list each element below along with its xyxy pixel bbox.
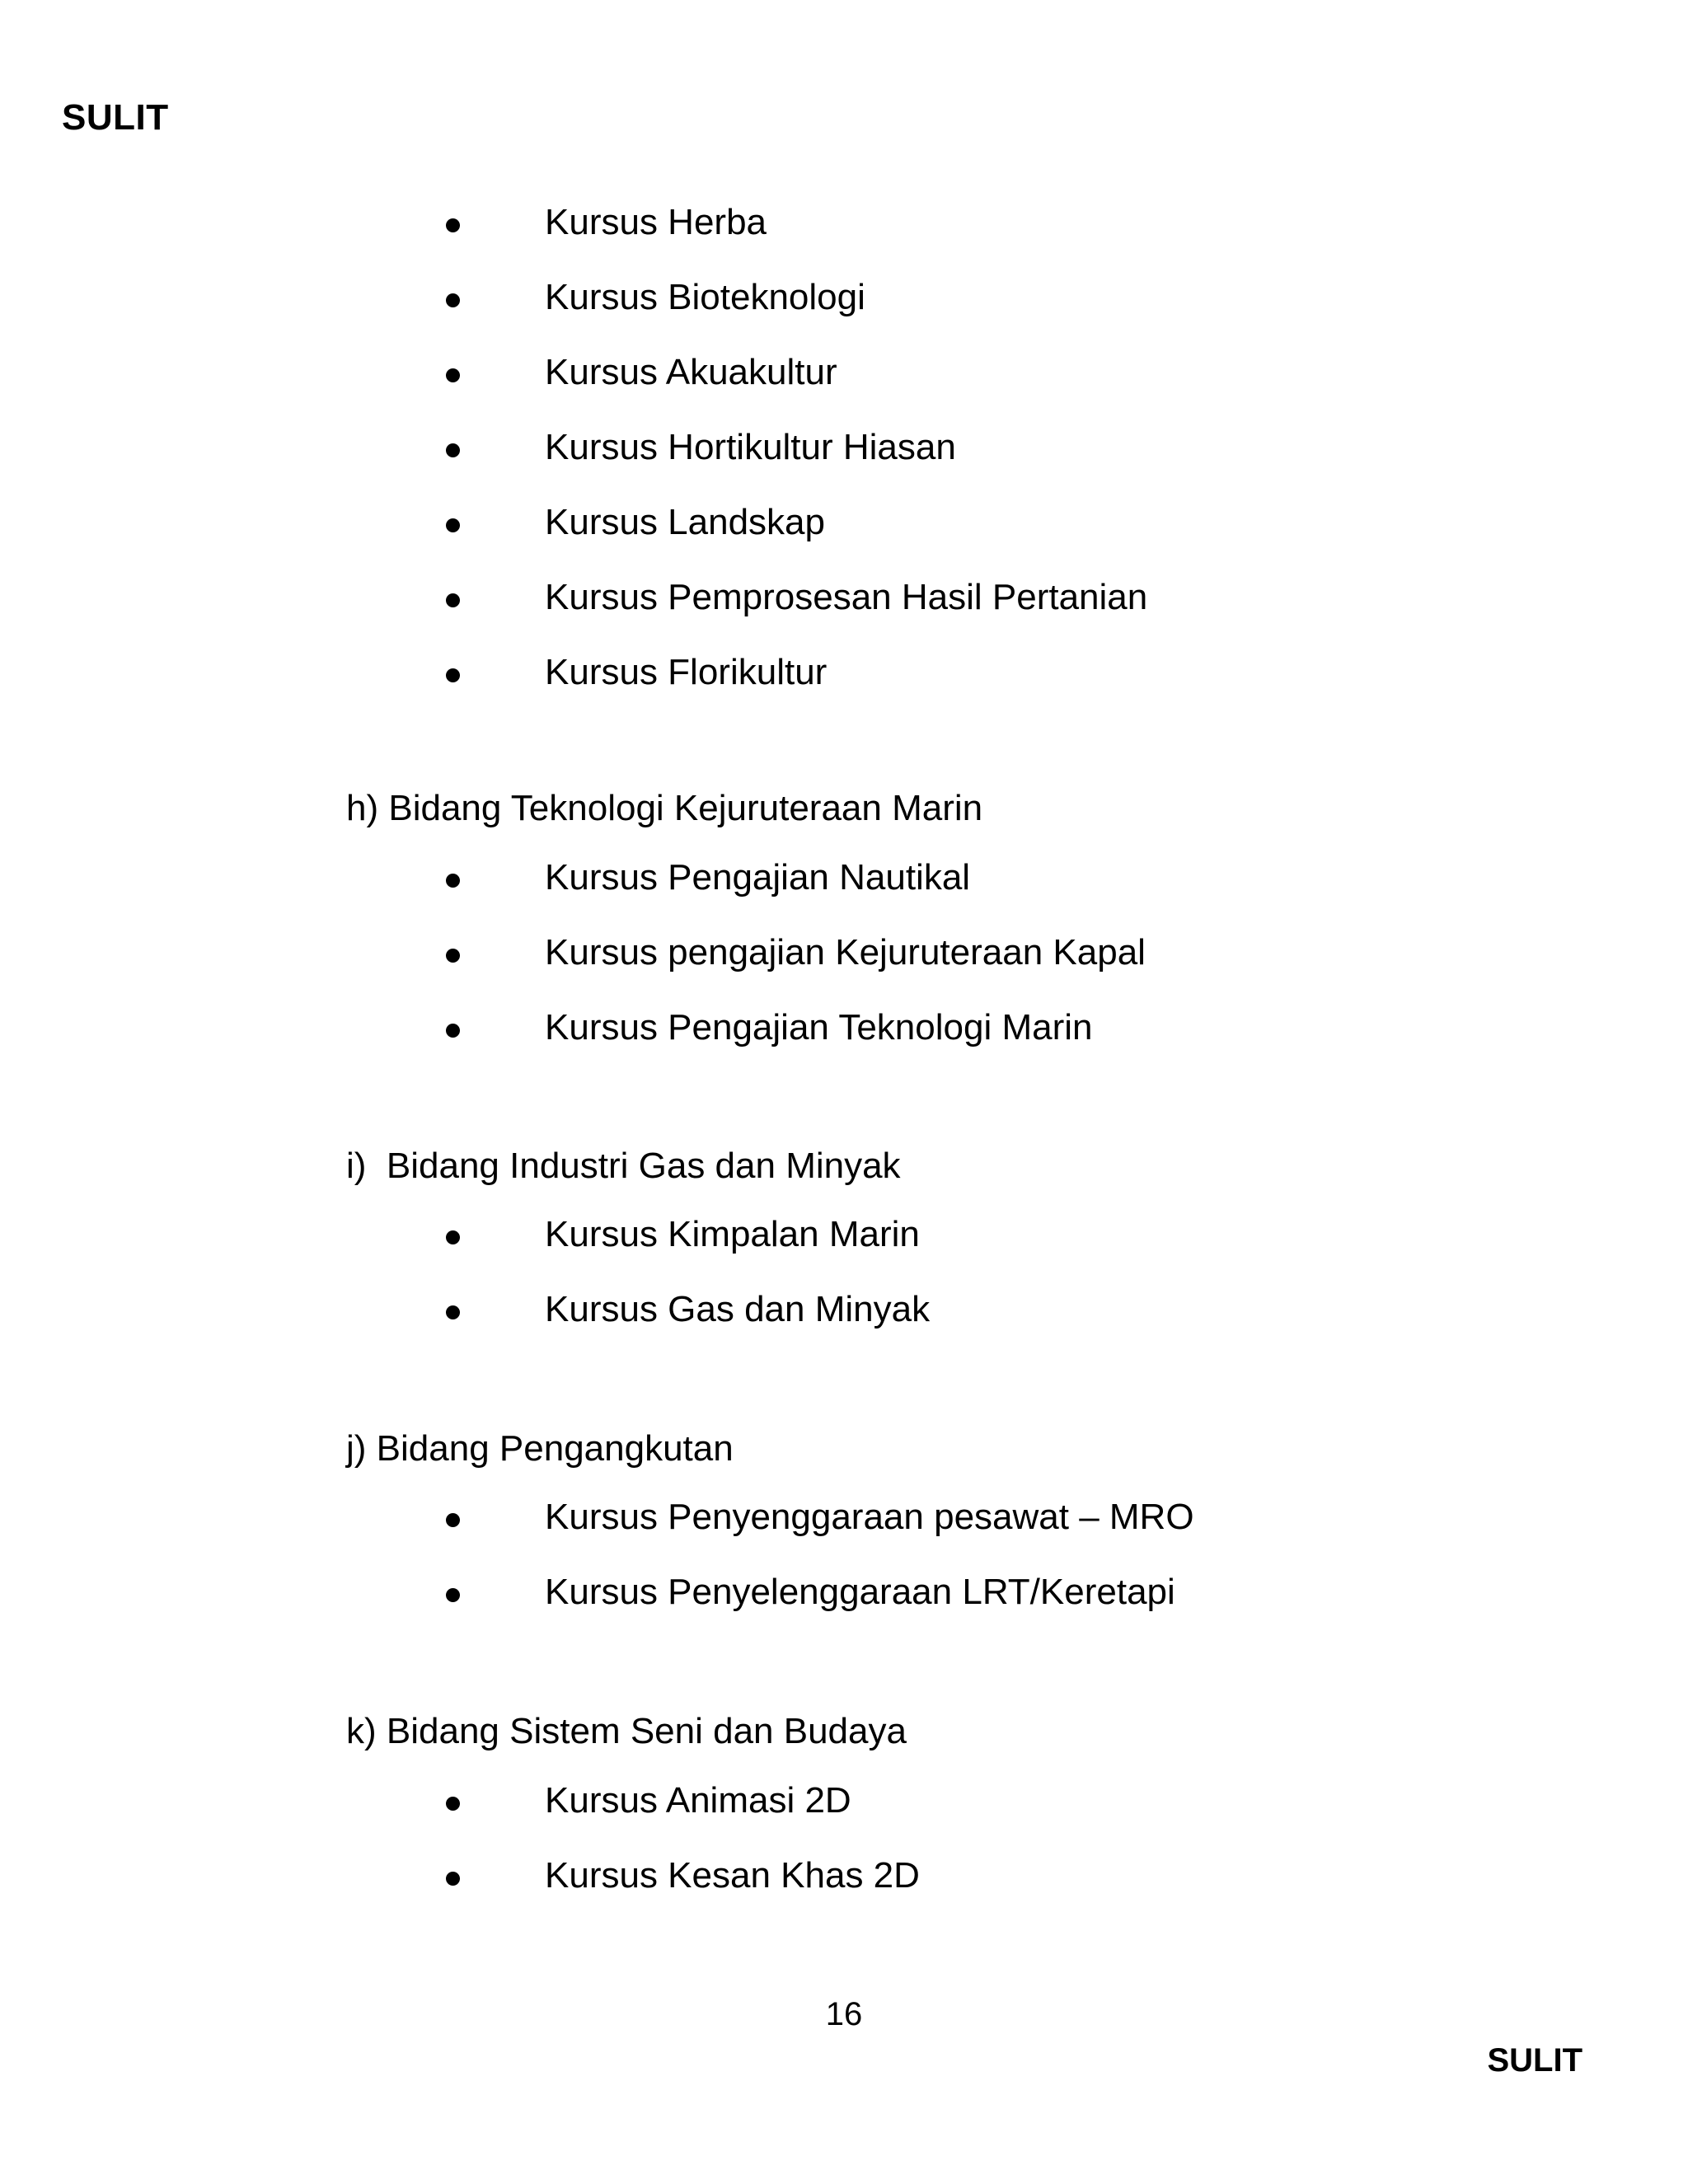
list-item: Kursus Bioteknologi xyxy=(0,274,1688,349)
list-item: Kursus Florikultur xyxy=(0,649,1688,724)
bullet-icon xyxy=(446,593,460,607)
bullet-icon xyxy=(446,293,460,307)
header-classification-label: SULIT xyxy=(62,97,169,138)
section-heading-i xyxy=(346,1143,901,1189)
bullet-icon xyxy=(446,218,460,232)
bullet-icon xyxy=(446,1513,460,1527)
bullet-icon xyxy=(446,874,460,888)
section-label: j) xyxy=(346,1428,367,1469)
list-item: Kursus Akuakultur xyxy=(0,349,1688,424)
bullet-icon xyxy=(446,368,460,382)
bullet-icon xyxy=(446,949,460,963)
list-item: Kursus Herba xyxy=(0,199,1688,274)
list-item: Kursus Gas dan Minyak xyxy=(0,1286,1688,1361)
list-item: Kursus Kesan Khas 2D xyxy=(0,1853,1688,1928)
section-title: Bidang Teknologi Kejuruteraan Marin xyxy=(388,788,983,828)
footer-classification-label: SULIT xyxy=(1487,2042,1582,2079)
section-label: k) xyxy=(346,1711,377,1751)
list-item: Kursus Kimpalan Marin xyxy=(0,1212,1688,1286)
list-item: Kursus Pengajian Teknologi Marin xyxy=(0,1005,1688,1080)
section-j-course-list xyxy=(0,1494,1688,1644)
section-label: i) xyxy=(346,1146,367,1186)
bullet-icon xyxy=(446,1305,460,1319)
bullet-icon xyxy=(446,518,460,532)
list-item: Kursus Penyelenggaraan LRT/Keretapi xyxy=(0,1569,1688,1644)
page-number: 16 xyxy=(825,1996,863,2032)
bullet-icon xyxy=(446,1797,460,1811)
section-title: Bidang Industri Gas dan Minyak xyxy=(386,1146,901,1186)
bullet-icon xyxy=(446,1230,460,1244)
list-item: Kursus pengajian Kejuruteraan Kapal xyxy=(0,930,1688,1005)
bullet-icon xyxy=(446,443,460,457)
section-label: h) xyxy=(346,788,379,828)
list-item: Kursus Pemprosesan Hasil Pertanian xyxy=(0,574,1688,649)
list-item: Kursus Animasi 2D xyxy=(0,1778,1688,1853)
section-title: Bidang Sistem Seni dan Budaya xyxy=(386,1711,907,1751)
section-heading-j xyxy=(346,1426,734,1472)
list-item: Kursus Hortikultur Hiasan xyxy=(0,424,1688,499)
list-item: Kursus Pengajian Nautikal xyxy=(0,855,1688,930)
bullet-icon xyxy=(446,668,460,682)
section-title: Bidang Pengangkutan xyxy=(376,1428,734,1469)
section-heading-k xyxy=(346,1708,907,1755)
section-i-course-list xyxy=(0,1212,1688,1361)
list-item: Kursus Penyenggaraan pesawat – MRO xyxy=(0,1494,1688,1569)
section-heading-h xyxy=(346,785,982,832)
section-k-course-list xyxy=(0,1778,1688,1928)
bullet-icon xyxy=(446,1872,460,1886)
bullet-icon xyxy=(446,1588,460,1602)
bullet-icon xyxy=(446,1024,460,1038)
section-h-course-list xyxy=(0,855,1688,1080)
intro-course-list xyxy=(0,199,1688,724)
list-item: Kursus Landskap xyxy=(0,499,1688,574)
